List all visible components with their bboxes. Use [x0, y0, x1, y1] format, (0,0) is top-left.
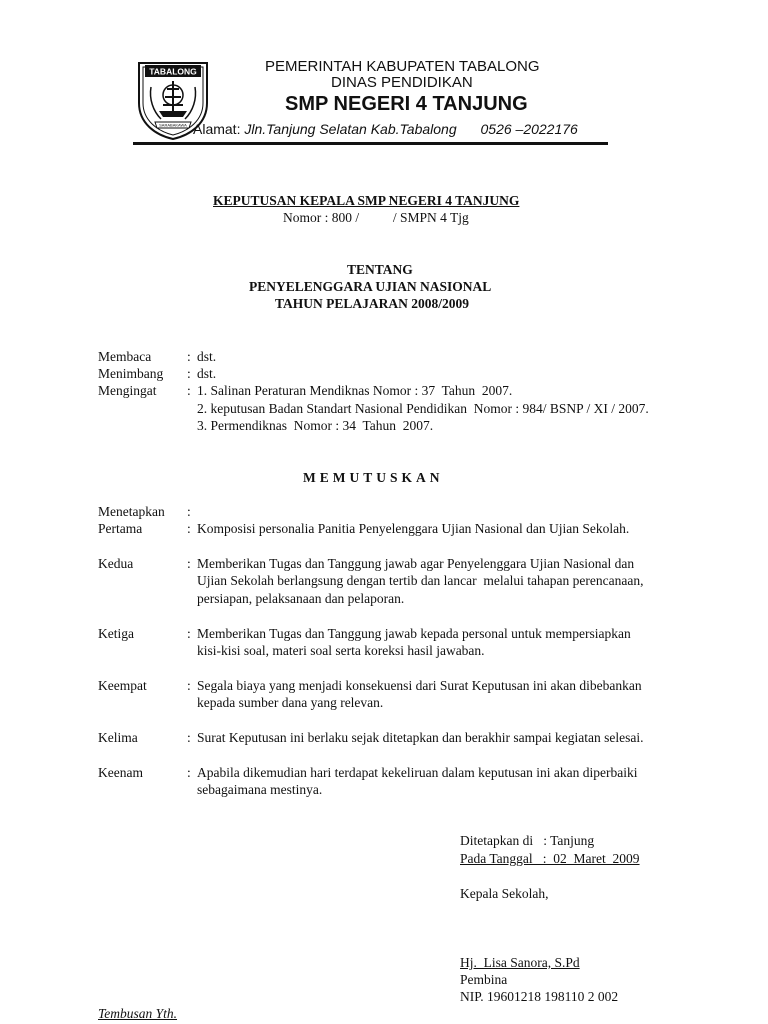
- address-label: Alamat:: [193, 121, 241, 137]
- decision-text: kisi-kisi soal, materi soal serta koreksi hasil jawaban.: [197, 643, 485, 658]
- department-line: DINAS PENDIDIKAN: [331, 74, 473, 91]
- decision-text: Memberikan Tugas dan Tanggung jawab agar Penyelenggara Ujian Nasional dan: [197, 556, 635, 571]
- colon: :: [187, 556, 191, 571]
- decision-label: Keenam: [98, 765, 143, 780]
- address-value: Jln.Tanjung Selatan Kab.Tabalong: [244, 121, 457, 137]
- decision-text: Apabila dikemudian hari terdapat kekeliruan dalam keputusan ini akan diperbaiki: [197, 765, 638, 780]
- consideration-text: dst.: [197, 366, 217, 381]
- tentang-heading: TENTANG: [347, 262, 413, 277]
- decision-text: Segala biaya yang menjadi konsekuensi dari Surat Keputusan ini akan dibebankan: [197, 678, 642, 693]
- colon: :: [187, 626, 191, 641]
- decision-text: Komposisi personalia Panitia Penyelenggara Ujian Nasional dan Ujian Sekolah.: [197, 521, 630, 536]
- signatory-name: Hj. Lisa Sanora, S.Pd: [460, 955, 580, 970]
- consideration-text: 3. Permendiknas Nomor : 34 Tahun 2007.: [197, 418, 434, 433]
- memutuskan-heading: MEMUTUSKAN: [303, 470, 444, 485]
- logo-text: TABALONG: [149, 66, 197, 77]
- decision-label: Keempat: [98, 678, 147, 693]
- decree-heading: KEPUTUSAN KEPALA SMP NEGERI 4 TANJUNG: [213, 193, 520, 208]
- decision-text: sebagaimana mestinya.: [197, 782, 323, 797]
- signature-place: Ditetapkan di : Tanjung: [460, 833, 595, 848]
- subject-line-2: TAHUN PELAJARAN 2008/2009: [275, 296, 470, 311]
- signature-date: Pada Tanggal : 02 Maret 2009: [460, 851, 640, 866]
- consideration-label: Menimbang: [98, 366, 164, 381]
- decision-label: Kedua: [98, 556, 134, 571]
- signatory-nip: NIP. 19601218 198110 2 002: [460, 989, 619, 1004]
- address-line: [193, 121, 578, 137]
- decision-text: Surat Keputusan ini berlaku sejak ditetapkan dan berakhir sampai kegiatan selesai.: [197, 730, 644, 745]
- colon: :: [187, 383, 191, 398]
- logo-banner: SARABAKAWA: [159, 122, 187, 128]
- decision-text: Ujian Sekolah berlangsung dengan tertib dan lancar melalui tahapan perencanaan,: [197, 573, 644, 588]
- consideration-label: Membaca: [98, 349, 152, 364]
- colon: :: [187, 349, 191, 364]
- decision-label: Pertama: [98, 521, 143, 536]
- colon: :: [187, 765, 191, 780]
- colon: :: [187, 521, 191, 536]
- decision-text: Memberikan Tugas dan Tanggung jawab kepada personal untuk mempersiapkan: [197, 626, 631, 641]
- colon: :: [187, 504, 191, 519]
- colon: :: [187, 730, 191, 745]
- decision-label: Ketiga: [98, 626, 134, 641]
- colon: :: [187, 678, 191, 693]
- decision-text: persiapan, pelaksanaan dan pelaporan.: [197, 591, 405, 606]
- tembusan-heading: Tembusan Yth.: [98, 1006, 178, 1021]
- letterhead-divider: [133, 142, 608, 145]
- subject-line-1: PENYELENGGARA UJIAN NASIONAL: [249, 279, 492, 294]
- decision-text: kepada sumber dana yang relevan.: [197, 695, 384, 710]
- phone-number: 0526 –2022176: [480, 121, 578, 137]
- decision-label: Kelima: [98, 730, 138, 745]
- signatory-rank: Pembina: [460, 972, 508, 987]
- consideration-label: Mengingat: [98, 383, 157, 398]
- consideration-text: dst.: [197, 349, 217, 364]
- consideration-text: 1. Salinan Peraturan Mendiknas Nomor : 37 Tahun 2007.: [197, 383, 513, 398]
- signature-role: Kepala Sekolah,: [460, 886, 549, 901]
- colon: :: [187, 366, 191, 381]
- school-name: SMP NEGERI 4 TANJUNG: [285, 93, 528, 115]
- government-line: PEMERINTAH KABUPATEN TABALONG: [265, 58, 540, 75]
- decree-number: Nomor : 800 / / SMPN 4 Tjg: [283, 210, 469, 225]
- consideration-text: 2. keputusan Badan Standart Nasional Pendidikan Nomor : 984/ BSNP / XI / 2007.: [197, 401, 649, 416]
- decision-label: Menetapkan: [98, 504, 165, 519]
